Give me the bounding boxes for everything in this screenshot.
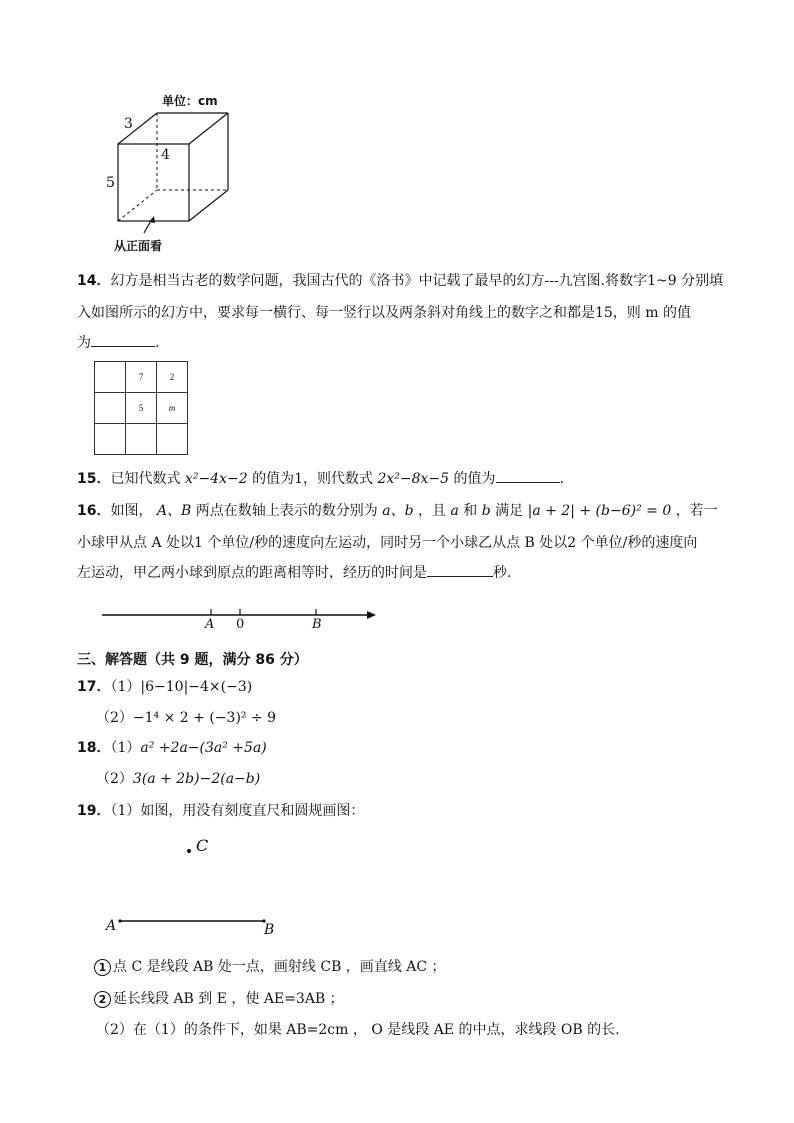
q16-text-3b: 秒. bbox=[493, 565, 512, 581]
q16-number: 16． bbox=[77, 503, 111, 519]
q17-p2-expr: −1⁴ × 2 + (−3)² ÷ 9 bbox=[132, 710, 277, 726]
q19-part2: （2）在（1）的条件下，如果 AB=2cm ， O 是线段 AE 的中点，求线段 OB 的长. bbox=[96, 1022, 620, 1038]
point-C-dot bbox=[187, 849, 191, 853]
q16-t8: b bbox=[481, 503, 491, 519]
cube-front-face bbox=[118, 144, 189, 221]
step-1-marker: 1 bbox=[94, 959, 111, 976]
q18-line1 bbox=[77, 737, 267, 757]
q19-step1 bbox=[94, 956, 446, 976]
q18-p2-label: （2） bbox=[96, 771, 133, 787]
cube-hidden-diag bbox=[118, 190, 157, 221]
q15-text-mid: 的值为1，则代数式 bbox=[252, 471, 373, 487]
q17-p1-label: （1） bbox=[110, 679, 141, 695]
axis-label-0: 0 bbox=[236, 617, 245, 632]
step-2-marker: 2 bbox=[94, 991, 111, 1008]
q14-text-3: 为 bbox=[77, 335, 91, 351]
q16-t2: A、B bbox=[156, 503, 192, 519]
q14-number: 14． bbox=[77, 273, 111, 289]
q14-line1 bbox=[77, 270, 723, 290]
cube-dim-inner: 4 bbox=[161, 147, 170, 163]
q17-p2-label: （2） bbox=[96, 710, 133, 726]
grid-cell: 2 bbox=[157, 362, 188, 393]
cube-dim-top: 3 bbox=[124, 116, 133, 132]
q15-number: 15． bbox=[77, 471, 111, 487]
q18-p1-expr: a² +2a−(3a² +5a) bbox=[140, 740, 267, 756]
q16-line1 bbox=[77, 500, 718, 520]
q15-text-post: 的值为 bbox=[453, 471, 496, 487]
q14-line3 bbox=[77, 332, 159, 352]
view-arrow-head bbox=[149, 216, 155, 223]
q19-step2-text: 延长线段 AB 到 E ，使 AE=3AB ； bbox=[113, 991, 344, 1007]
cube-edge-br bbox=[189, 190, 228, 221]
cube-view-label: 从正面看 bbox=[114, 239, 163, 253]
grid-cell bbox=[95, 424, 126, 455]
q16-t9: 满足 bbox=[495, 503, 524, 519]
q15-expr2: 2x²−8x−5 bbox=[377, 471, 450, 487]
cube-figure bbox=[100, 88, 250, 258]
q15-line bbox=[77, 468, 564, 488]
grid-cell: 7 bbox=[126, 362, 157, 393]
grid-row bbox=[95, 424, 188, 455]
q19-intro: （1）如图，用没有刻度直尺和圆规画图： bbox=[110, 803, 365, 819]
cube-unit-label: 单位：cm bbox=[162, 94, 218, 108]
axis-label-B: B bbox=[312, 617, 322, 632]
q19-step1-text: 点 C 是线段 AB 处一点，画射线 CB ，画直线 AC ； bbox=[113, 959, 446, 975]
cube-edge-tr bbox=[189, 113, 228, 144]
q16-t3: 两点在数轴上表示的数分别为 bbox=[195, 503, 378, 519]
grid-cell bbox=[95, 362, 126, 393]
q17-line2 bbox=[96, 707, 276, 727]
point-A-dot bbox=[118, 919, 121, 922]
q16-t5: ，且 bbox=[418, 503, 447, 519]
point-C-label: C bbox=[196, 836, 209, 855]
q16-t1: 如图， bbox=[110, 503, 153, 519]
grid-cell: 5 bbox=[126, 393, 157, 424]
q14-answer-blank[interactable] bbox=[91, 334, 155, 347]
magic-square-grid bbox=[94, 361, 188, 455]
q18-p1-label: （1） bbox=[110, 740, 141, 756]
grid-row bbox=[95, 362, 188, 393]
grid-cell bbox=[126, 424, 157, 455]
q14-text-1: 幻方是相当古老的数学问题，我国古代的《洛书》中记载了最早的幻方---九宫图.将数字1~9 分别填 bbox=[110, 273, 724, 289]
q16-t7: 和 bbox=[463, 503, 478, 519]
q19-line1 bbox=[77, 800, 364, 820]
q18-number: 18． bbox=[77, 740, 111, 756]
q16-text-2: 小球甲从点 A 处以1 个单位/秒的速度向左运动，同时另一个小球乙从点 B 处以2 个单位/秒的速度向 bbox=[77, 535, 698, 551]
q17-line1 bbox=[77, 676, 252, 696]
grid-row bbox=[95, 393, 188, 424]
q16-text-3: 左运动，甲乙两小球到原点的距离相等时，经历的时间是 bbox=[77, 565, 427, 581]
q15-answer-blank[interactable] bbox=[496, 470, 560, 483]
grid-cell bbox=[157, 424, 188, 455]
q19-step2 bbox=[94, 988, 344, 1008]
segment-AB bbox=[118, 916, 268, 926]
q14-text-2: 入如图所示的幻方中，要求每一横行、每一竖行以及两条斜对角线上的数字之和都是15，则 m 的值 bbox=[77, 305, 691, 321]
axis-label-A: A bbox=[205, 617, 215, 632]
q18-p2-expr: 3(a + 2b)−2(a−b) bbox=[132, 771, 261, 787]
q15-expr1: x²−4x−2 bbox=[184, 471, 248, 487]
number-line-arrow bbox=[367, 611, 376, 619]
q16-condition: |a + 2| + (b−6)² = 0 bbox=[527, 503, 672, 519]
q17-p1-expr: |6−10|−4×(−3) bbox=[140, 679, 253, 695]
q19-number: 19． bbox=[77, 803, 111, 819]
q15-text-pre: 已知代数式 bbox=[110, 471, 181, 487]
q16-t11: ，若一 bbox=[675, 503, 718, 519]
grid-cell: m bbox=[157, 393, 188, 424]
q16-answer-blank[interactable] bbox=[427, 564, 493, 577]
q18-line2 bbox=[96, 768, 260, 788]
cube-dim-left: 5 bbox=[106, 175, 115, 191]
section-3-title: 三、解答题（共 9 题，满分 86 分） bbox=[77, 652, 308, 668]
grid-cell bbox=[95, 393, 126, 424]
q15-period: . bbox=[559, 471, 564, 487]
q16-t4: a、b bbox=[382, 503, 414, 519]
q16-line3 bbox=[77, 562, 511, 582]
point-B-label: B bbox=[264, 922, 275, 938]
q16-t6: a bbox=[450, 503, 459, 519]
q14-period: . bbox=[155, 335, 160, 351]
point-A-label: A bbox=[106, 918, 117, 934]
q17-number: 17． bbox=[77, 679, 111, 695]
